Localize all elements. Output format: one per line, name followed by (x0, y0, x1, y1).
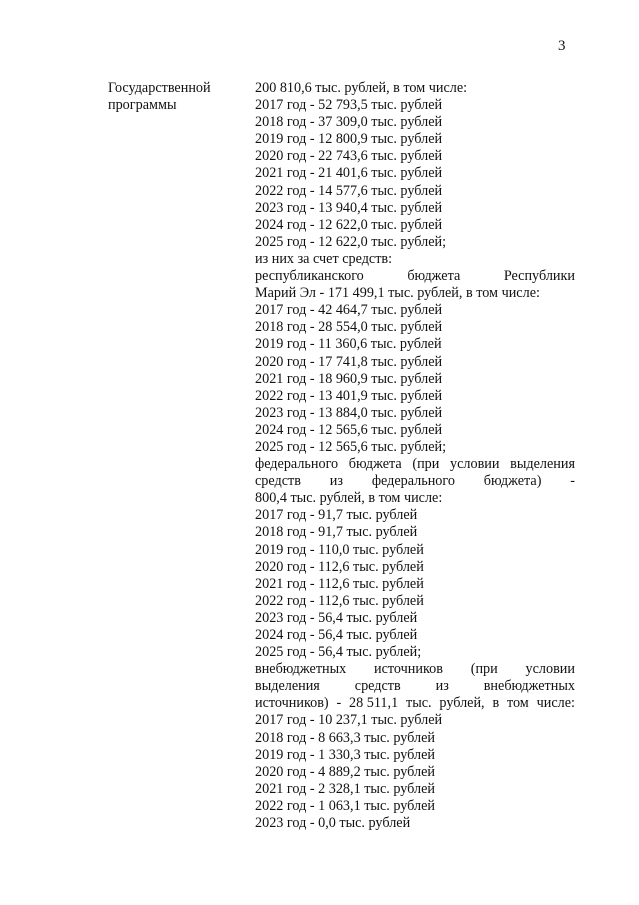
funding-word: 28 511,1 (349, 695, 399, 712)
funding-line: 2019 год - 11 360,6 тыс. рублей (255, 336, 442, 353)
funding-line: 2022 год - 1 063,1 тыс. рублей (255, 797, 435, 814)
funding-line: 2019 год - 12 800,9 тыс. рублей (255, 131, 443, 148)
funding-line: 2023 год - 0,0 тыс. рублей (255, 815, 411, 832)
funding-line: 2018 год - 28 554,0 тыс. рублей (255, 319, 443, 336)
funding-word: том (506, 695, 529, 712)
funding-line: 2024 год - 12 565,6 тыс. рублей (255, 421, 443, 438)
funding-line: 2021 год - 112,6 тыс. рублей (255, 575, 424, 592)
funding-word: из (329, 473, 343, 490)
funding-line: 2020 год - 17 741,8 тыс. рублей (255, 353, 443, 370)
funding-line: 2023 год - 56,4 тыс. рублей (255, 609, 418, 626)
funding-line: 2019 год - 1 330,3 тыс. рублей (255, 746, 435, 763)
funding-line: 2017 год - 42 464,7 тыс. рублей (255, 302, 443, 319)
funding-word: числе: (536, 695, 575, 712)
funding-word: тыс. (406, 695, 432, 712)
funding-word: (при (412, 456, 440, 473)
page-number: 3 (558, 38, 566, 54)
funding-line: 800,4 тыс. рублей, в том числе: (255, 490, 443, 507)
funding-line: 2019 год - 110,0 тыс. рублей (255, 541, 424, 558)
funding-line-justified (255, 678, 575, 695)
funding-word: Республики (503, 268, 575, 285)
funding-line: 2025 год - 12 622,0 тыс. рублей; (255, 233, 447, 250)
funding-line-justified (255, 268, 575, 285)
funding-line: 2021 год - 18 960,9 тыс. рублей (255, 370, 443, 387)
funding-line-justified (255, 473, 575, 490)
funding-line: 2025 год - 12 565,6 тыс. рублей; (255, 438, 447, 455)
funding-line: 2018 год - 91,7 тыс. рублей (255, 524, 418, 541)
funding-line: 2018 год - 37 309,0 тыс. рублей (255, 114, 443, 131)
section-label (108, 80, 243, 114)
funding-word: бюджета (407, 268, 461, 285)
funding-line-justified (255, 695, 575, 712)
funding-word: рублей, (439, 695, 485, 712)
funding-line: 2024 год - 12 622,0 тыс. рублей (255, 216, 443, 233)
funding-line: 2017 год - 91,7 тыс. рублей (255, 507, 418, 524)
funding-line: 2024 год - 56,4 тыс. рублей (255, 627, 418, 643)
funding-word: республиканского (255, 268, 364, 285)
funding-word: федерального (371, 473, 455, 490)
funding-word: (при (470, 661, 498, 678)
section-label-line: Государственной (108, 80, 211, 96)
funding-line: 2017 год - 52 793,5 тыс. рублей (255, 97, 443, 114)
funding-line: 2022 год - 14 577,6 тыс. рублей (255, 182, 443, 199)
funding-line: 2022 год - 13 401,9 тыс. рублей (255, 387, 443, 404)
funding-word: средств (255, 473, 301, 490)
funding-word: выделения (255, 678, 320, 695)
funding-word: внебюджетных (483, 678, 575, 695)
funding-word: - (336, 695, 342, 712)
section-label-line: программы (108, 97, 177, 114)
funding-word: источников (374, 661, 443, 678)
funding-line: 2025 год - 56,4 тыс. рублей; (255, 644, 422, 661)
funding-word: бюджета (348, 456, 402, 473)
funding-word: бюджета) (483, 473, 542, 490)
funding-word: условии (525, 661, 575, 678)
funding-line: 200 810,6 тыс. рублей, в том числе: (255, 80, 468, 96)
funding-line: из них за счет средств: (255, 250, 393, 267)
funding-line: 2022 год - 112,6 тыс. рублей (255, 592, 424, 609)
funding-line: 2020 год - 4 889,2 тыс. рублей (255, 763, 435, 780)
funding-line: 2017 год - 10 237,1 тыс. рублей (255, 712, 443, 729)
funding-word: из (435, 678, 449, 695)
funding-word: источников) (255, 695, 329, 712)
funding-line: 2021 год - 2 328,1 тыс. рублей (255, 780, 435, 797)
funding-line: 2023 год - 13 940,4 тыс. рублей (255, 199, 443, 216)
funding-line: 2020 год - 112,6 тыс. рублей (255, 558, 424, 575)
funding-line: 2021 год - 21 401,6 тыс. рублей (255, 165, 443, 182)
funding-word: условии (450, 456, 500, 473)
funding-word: - (570, 473, 575, 490)
funding-word: федерального (255, 456, 339, 473)
funding-line-justified (255, 456, 575, 473)
funding-line-justified (255, 661, 575, 678)
funding-word: средств (354, 678, 401, 695)
funding-line: 2023 год - 13 884,0 тыс. рублей (255, 404, 443, 421)
funding-word: выделения (510, 456, 575, 473)
funding-line: 2018 год - 8 663,3 тыс. рублей (255, 729, 435, 746)
funding-line: Марий Эл - 171 499,1 тыс. рублей, в том числе: (255, 285, 540, 302)
funding-line: 2020 год - 22 743,6 тыс. рублей (255, 148, 443, 165)
funding-word: в (492, 695, 500, 712)
funding-word: внебюджетных (255, 661, 347, 678)
funding-details (255, 80, 575, 832)
